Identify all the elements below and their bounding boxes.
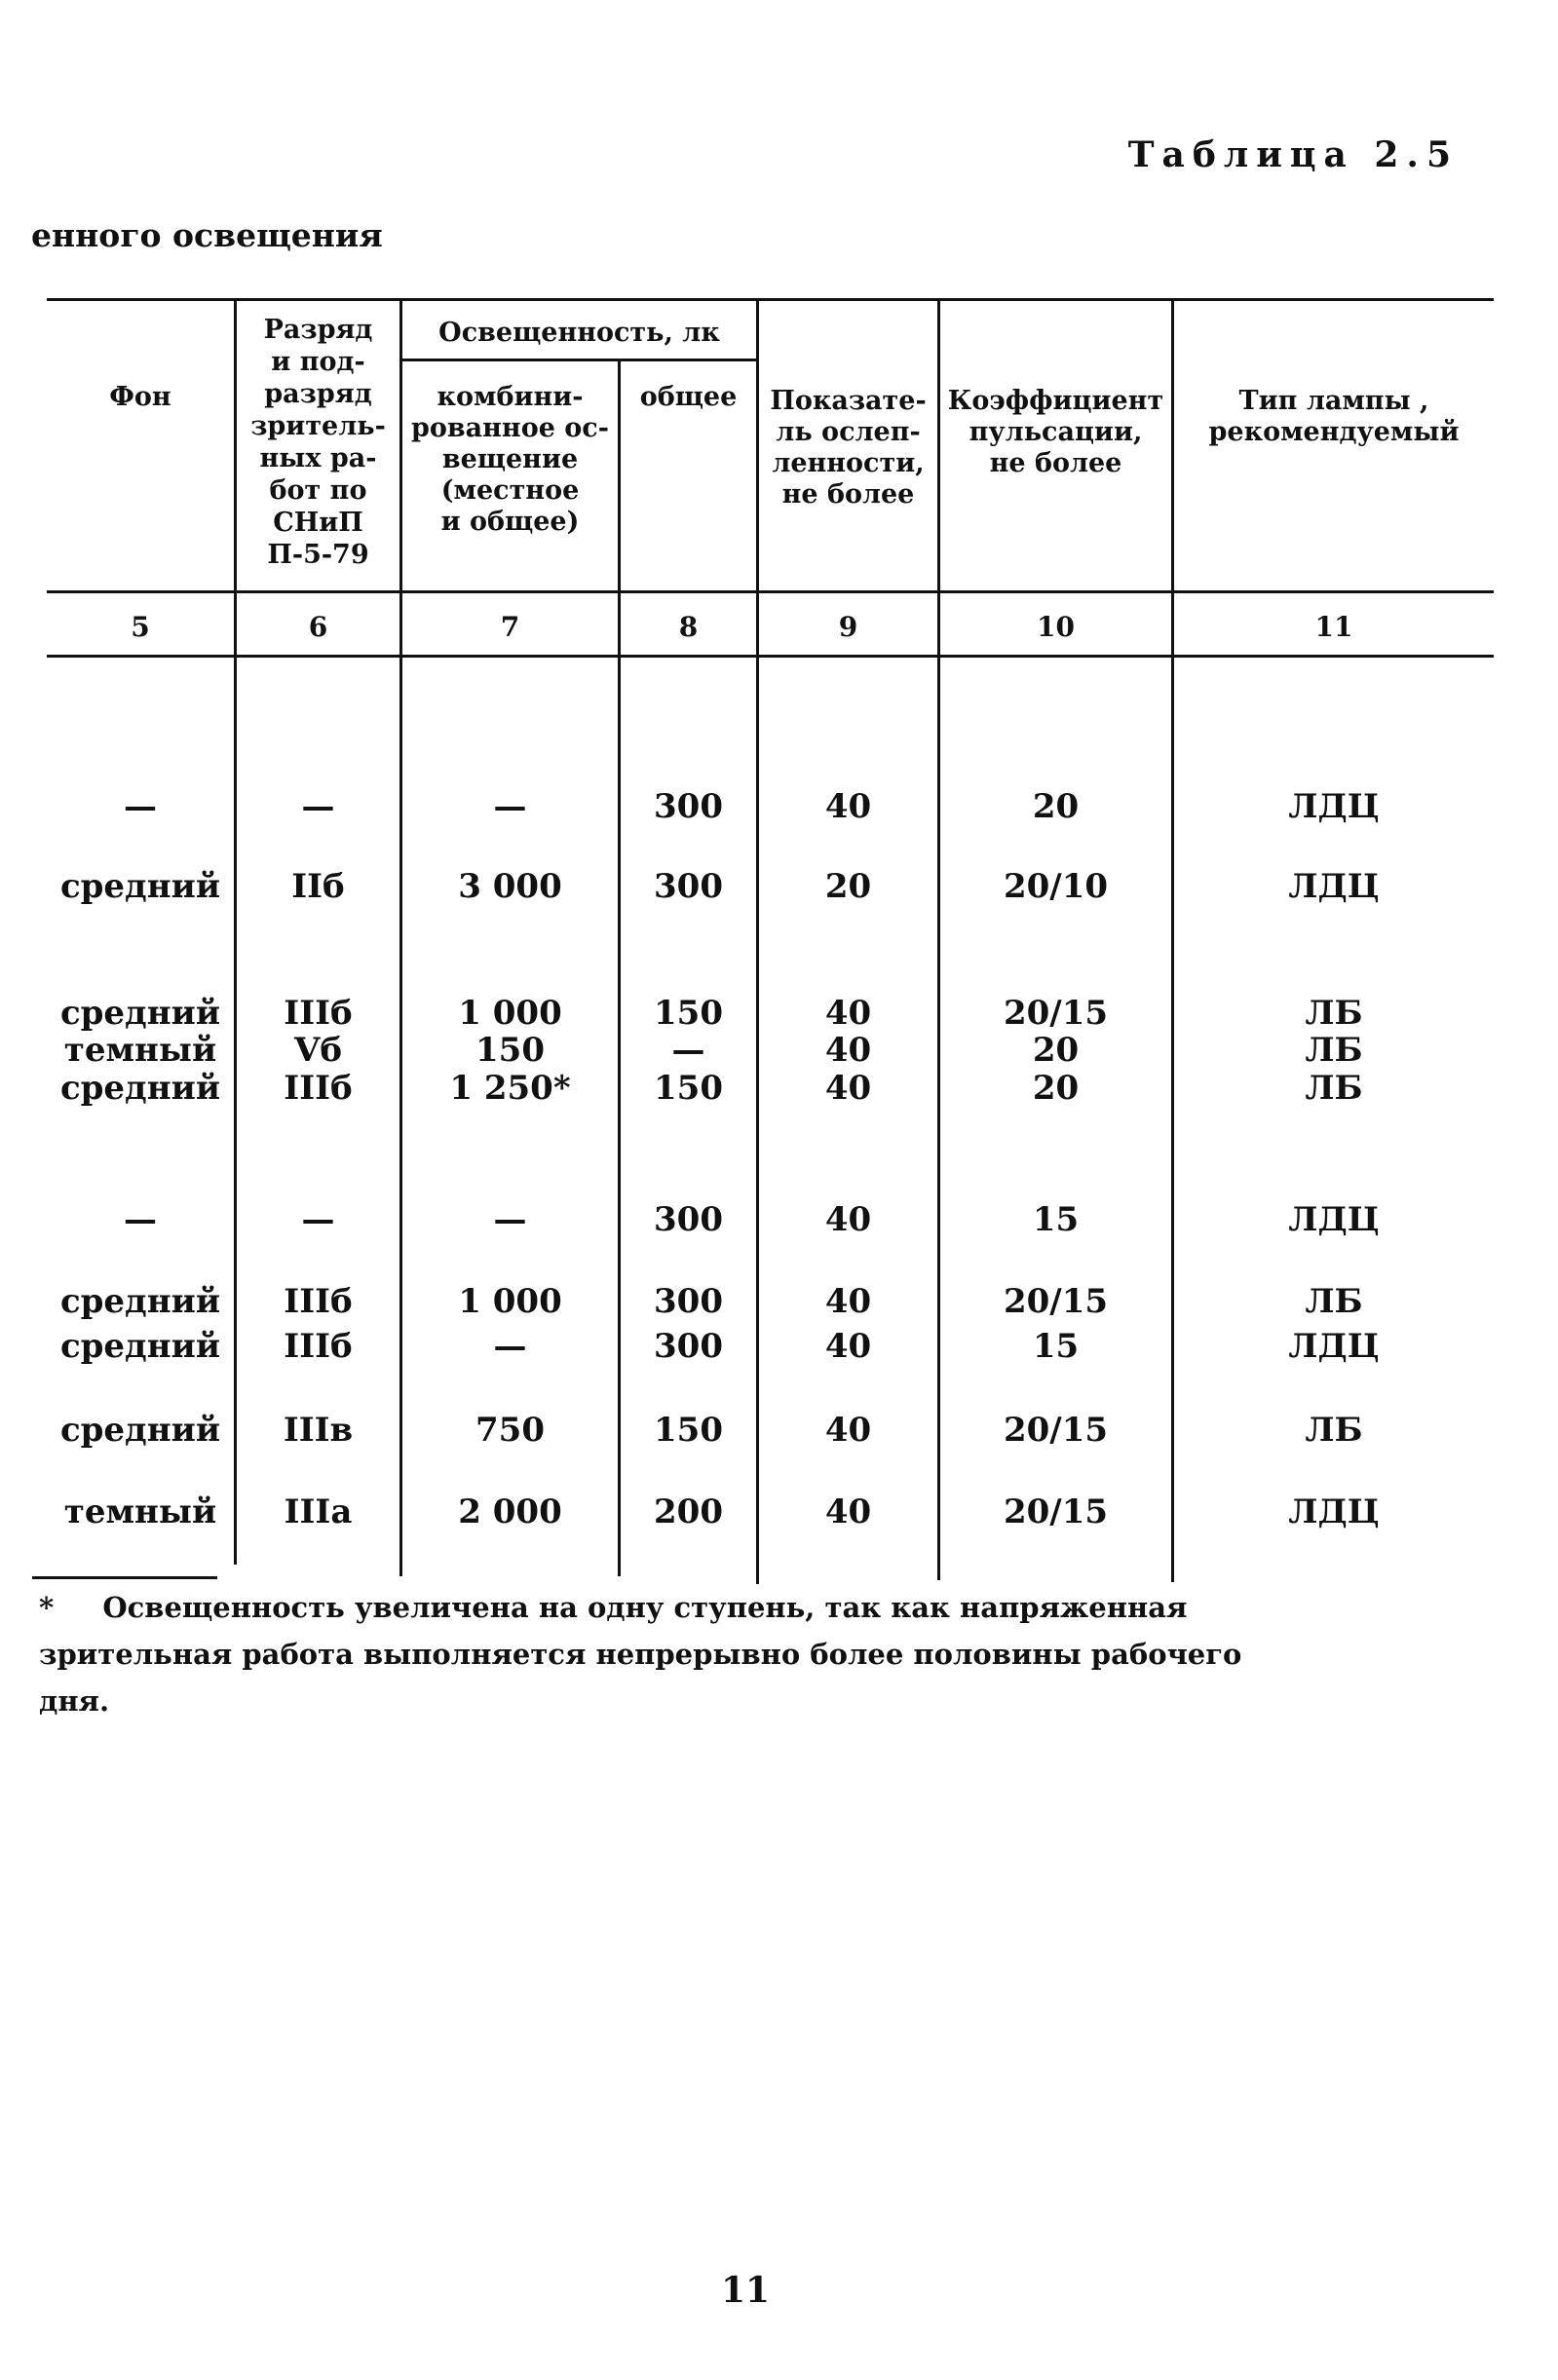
table-caption: Таблица 2.5: [1127, 134, 1459, 175]
table-cell: средний: [59, 994, 221, 1033]
header-bottom-rule: [47, 590, 1494, 593]
table-cell: —: [671, 1031, 705, 1070]
table-cell: —: [124, 787, 157, 826]
table-cell: IIIв: [283, 1411, 354, 1450]
table-cell: —: [301, 1200, 335, 1239]
table-cell: ЛДЦ: [1288, 787, 1380, 826]
table-cell: ЛБ: [1305, 1069, 1363, 1108]
table-cell: Vб: [293, 1031, 343, 1070]
column-number: 10: [1037, 611, 1075, 643]
col-divider: [937, 298, 940, 1580]
table-cell: 40: [824, 1411, 872, 1450]
table-cell: средний: [59, 1411, 221, 1450]
table-cell: 20/15: [1003, 1282, 1109, 1321]
table-cell: темный: [63, 1492, 217, 1531]
table-cell: 150: [654, 1069, 723, 1108]
table-cell: —: [301, 787, 335, 826]
column-number: 7: [500, 611, 520, 643]
table-cell: 300: [654, 1327, 723, 1366]
table-cell: 40: [824, 1031, 872, 1070]
table-cell: IIIб: [284, 1327, 353, 1366]
table-cell: 20/15: [1003, 994, 1109, 1033]
table-cell: 40: [824, 1200, 872, 1239]
table-cell: 20: [824, 867, 872, 906]
header-koeff: Коэффициент пульсации, не более: [947, 386, 1164, 478]
table-cell: 300: [654, 1282, 723, 1321]
table-cell: 750: [475, 1411, 545, 1450]
table-cell: 15: [1032, 1200, 1080, 1239]
table-cell: средний: [59, 1327, 221, 1366]
table-cell: 20: [1032, 787, 1080, 826]
header-pokazatel: Показате- ль ослеп- ленности, не более: [770, 386, 927, 510]
column-number: 5: [131, 611, 150, 643]
table-cell: ЛБ: [1305, 1031, 1363, 1070]
table-cell: IIIб: [284, 994, 353, 1033]
header-obshchee: общее: [639, 382, 738, 412]
table-cell: 3 000: [458, 867, 562, 906]
header-osveshchennost: Освещенность, лк: [438, 318, 720, 348]
table-cell: —: [493, 1200, 527, 1239]
table-cell: IIIб: [284, 1282, 353, 1321]
table-cell: ЛДЦ: [1288, 1492, 1380, 1531]
table-cell: IIб: [291, 867, 345, 906]
column-numbers-rule: [47, 655, 1494, 658]
table-cell: 20/15: [1003, 1411, 1109, 1450]
col-divider: [1171, 298, 1174, 1582]
header-subrule: [399, 359, 758, 361]
table-cell: —: [493, 787, 527, 826]
table-cell: ЛДЦ: [1288, 867, 1380, 906]
table-cell: средний: [59, 1282, 221, 1321]
table-cell: 150: [475, 1031, 545, 1070]
table-cell: 1 000: [458, 1282, 562, 1321]
table-cell: 20/15: [1003, 1492, 1109, 1531]
table-cell: 150: [654, 1411, 723, 1450]
table-cell: IIIб: [284, 1069, 353, 1108]
page-number: 11: [720, 2270, 771, 2311]
table-cell: —: [124, 1200, 157, 1239]
table-cell: 40: [824, 994, 872, 1033]
table-cell: ЛБ: [1305, 1282, 1363, 1321]
table-cell: 150: [654, 994, 723, 1033]
column-number: 6: [308, 611, 328, 643]
table-cell: 200: [654, 1492, 723, 1531]
table-cell: средний: [59, 867, 221, 906]
table-cell: ЛДЦ: [1288, 1327, 1380, 1366]
header-kombinirovannoe: комбини- рованное ос- вещение (местное и общее): [411, 382, 609, 537]
table-cell: ЛБ: [1305, 1411, 1363, 1450]
table-cell: IIIа: [284, 1492, 353, 1531]
table-cell: —: [493, 1327, 527, 1366]
table-cell: средний: [59, 1069, 221, 1108]
header-razryad: Разряд и под- разряд зритель- ных ра- бот по СНиП П-5-79: [250, 315, 386, 570]
table-cell: 1 000: [458, 994, 562, 1033]
table-cell: 20/10: [1003, 867, 1109, 906]
table-cell: ЛБ: [1305, 994, 1363, 1033]
column-number: 11: [1314, 611, 1353, 643]
table-cell: 300: [654, 867, 723, 906]
table-top-rule: [47, 298, 1494, 301]
col-divider: [618, 359, 621, 1576]
table-cell: 40: [824, 787, 872, 826]
table-cell: 300: [654, 1200, 723, 1239]
table-cell: 300: [654, 787, 723, 826]
table-cell: 40: [824, 1282, 872, 1321]
table-cell: 20: [1032, 1031, 1080, 1070]
table-cell: 15: [1032, 1327, 1080, 1366]
footnote-rule: [32, 1576, 217, 1579]
header-fon: Фон: [109, 382, 171, 412]
column-number: 9: [838, 611, 858, 643]
header-tip-lampy: Тип лампы , рекомендуемый: [1208, 386, 1460, 447]
table-cell: ЛДЦ: [1288, 1200, 1380, 1239]
table-cell: 2 000: [458, 1492, 562, 1531]
footnote-marker: *: [39, 1591, 55, 1624]
table-cell: 40: [824, 1069, 872, 1108]
table-cell: 40: [824, 1327, 872, 1366]
table-cell: темный: [63, 1031, 217, 1070]
table-cell: 20: [1032, 1069, 1080, 1108]
column-number: 8: [678, 611, 699, 643]
table-cell: 1 250*: [449, 1069, 571, 1108]
section-heading: енного освещения: [31, 216, 383, 254]
footnote: [39, 1584, 1306, 1724]
footnote-text: Освещенность увеличена на одну ступень, так как напряженная зрительная работа выполняется непрерывно более половины рабочего дня.: [39, 1591, 1242, 1718]
table-cell: 40: [824, 1492, 872, 1531]
